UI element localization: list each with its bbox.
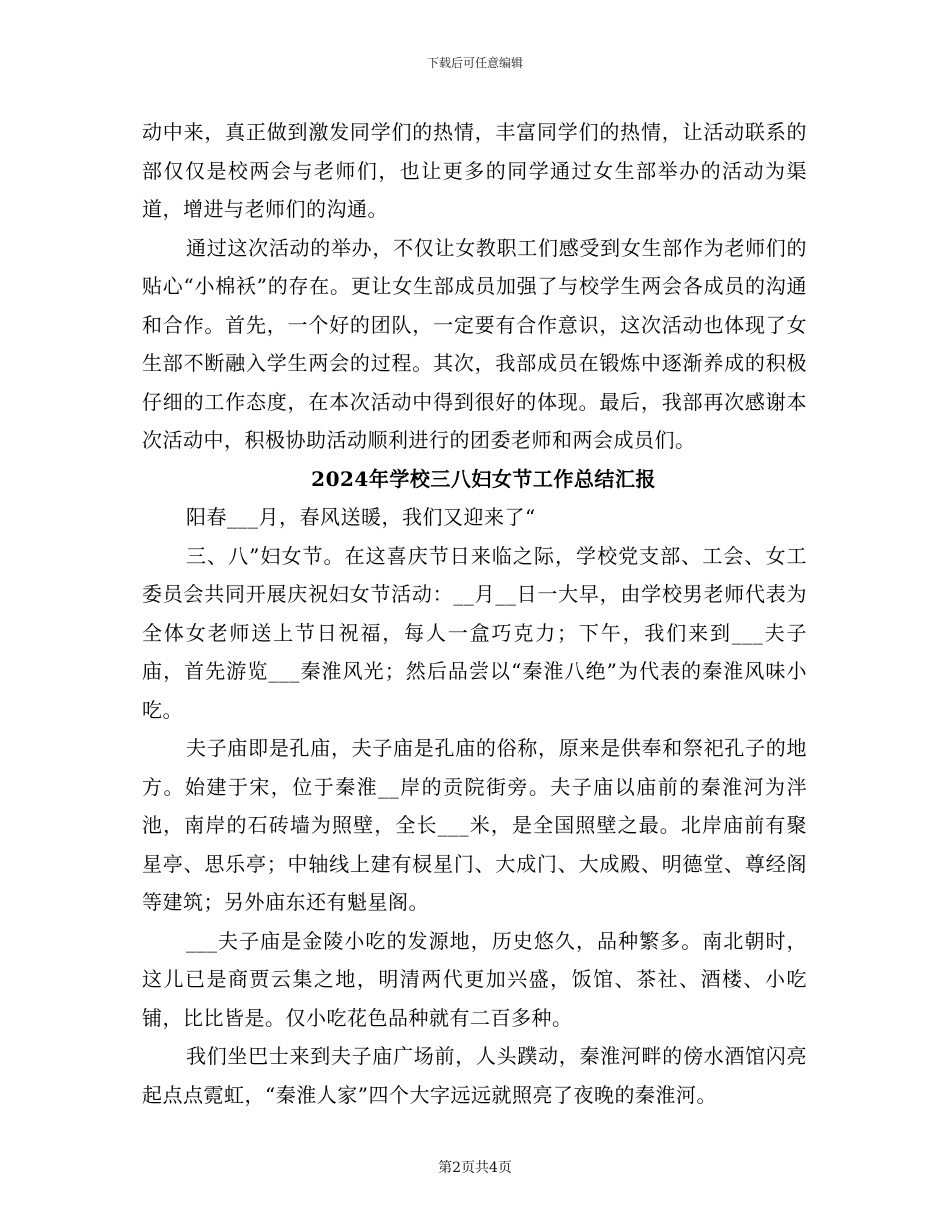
paragraph-fuzimiao-history: 夫子庙即是孔庙，夫子庙是孔庙的俗称，原来是供奉和祭祀孔子的地方。始建于宋，位于秦淮__岸的贡院街旁。夫子庙以庙前的秦淮河为泮池，南岸的石砖墙为照壁，全长___米，是全国照壁之最。北岸庙前有聚星亭、思乐亭；中轴线上建有棂星门、大成门、大成殿、明德堂、尊经阁等建筑；另外庙东还有魁星阁。 xyxy=(142,736,807,914)
paragraph-continuation: 动中来，真正做到激发同学们的热情，丰富同学们的热情，让活动联系的部仅仅是校两会与老师们，也让更多的同学通过女生部举办的活动为渠道，增进与老师们的沟通。 xyxy=(142,120,807,221)
paragraph-evening: 我们坐巴士来到夫子庙广场前，人头蹼动，秦淮河畔的傍水酒馆闪亮起点点霓虹，“秦淮人家”四个大字远远就照亮了夜晚的秦淮河。 xyxy=(142,1044,807,1107)
page-number: 第2页共4页 xyxy=(438,1160,512,1176)
document-body xyxy=(142,113,807,1114)
paragraph-activity-summary: 通过这次活动的举办，不仅让女教职工们感受到女生部作为老师们的贴心“小棉袄”的存在。更让女生部成员加强了与校学生两会各成员的沟通和合作。首先，一个好的团队，一定要有合作意识，这次活动也体现了女生部不断融入学生两会的过程。其次，我部成员在锻炼中逐渐养成的积极仔细的工作态度，在本次活动中得到很好的体现。最后，我部再次感谢本次活动中，积极协助活动顺利进行的团委老师和两会成员们。 xyxy=(142,235,807,452)
paragraph-snacks: ___夫子庙是金陵小吃的发源地，历史悠久，品种繁多。南北朝时，这儿已是商贾云集之地，明清两代更加兴盛，饭馆、茶社、酒楼、小吃铺，比比皆是。仅小吃花色品种就有二百多种。 xyxy=(142,928,807,1030)
header-note: 下载后可任意编辑 xyxy=(426,56,523,70)
paragraph-activities: 三、八”妇女节。在这喜庆节日来临之际，学校党支部、工会、女工委员会共同开展庆祝妇女节活动：__月__日一大早，由学校男老师代表为全体女老师送上节日祝福，每人一盒巧克力；下午，我们来到___夫子庙，首先游览___秦淮风光；然后品尝以“秦淮八绝”为代表的秦淮风味小吃。 xyxy=(142,543,807,722)
article-title: 2024年学校三八妇女节工作总结汇报 xyxy=(311,466,656,491)
paragraph-intro: 阳春___月，春风送暖，我们又迎来了“ xyxy=(186,505,536,529)
